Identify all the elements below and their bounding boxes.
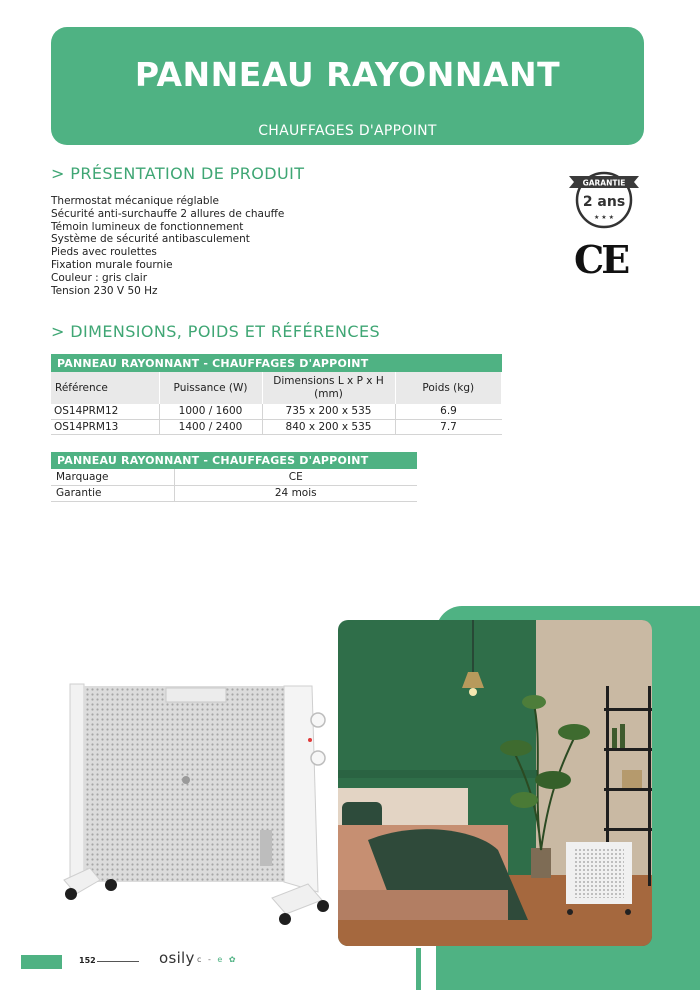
list-item: Thermostat mécanique réglable xyxy=(51,195,219,207)
wheel xyxy=(279,913,291,925)
list-item: Sécurité anti-surchauffe 2 allures de chauffe xyxy=(51,207,285,220)
thermostat-knob xyxy=(311,713,325,727)
wheel xyxy=(65,888,77,900)
badge-main-text: 2 ans xyxy=(582,194,626,210)
cell-reference: OS14PRM12 xyxy=(51,404,159,419)
brand-tail-letter: e xyxy=(217,955,225,964)
room-heater-grille xyxy=(574,848,624,898)
shelf-board xyxy=(604,708,652,711)
brand-logo-tail xyxy=(197,955,238,964)
header-banner xyxy=(51,27,644,145)
list-item: Système de sécurité antibasculement xyxy=(51,233,250,246)
footer-divider xyxy=(97,961,139,962)
brand-tail-letter: c xyxy=(197,955,204,964)
leaf-icon: ✿ xyxy=(228,955,238,964)
footer-accent-bar xyxy=(21,955,62,969)
decorative-green-line xyxy=(416,948,421,990)
heater-grille xyxy=(84,686,284,882)
cell-value: CE xyxy=(174,469,417,485)
heater-side-vent xyxy=(260,830,272,866)
feature-list xyxy=(51,195,284,297)
brand-logo: osily xyxy=(159,949,195,967)
spec-table-title: PANNEAU RAYONNANT - CHAUFFAGES D'APPOINT xyxy=(51,354,502,372)
table-header-row xyxy=(51,372,502,404)
wheel xyxy=(317,900,329,912)
table-row xyxy=(51,404,502,419)
cell-label: Marquage xyxy=(51,469,174,485)
cell-dimensions: 840 x 200 x 535 xyxy=(262,419,395,434)
list-item: Couleur : gris clair xyxy=(51,271,148,284)
column-header-power: Puissance (W) xyxy=(159,372,262,404)
presentation-heading: > PRÉSENTATION DE PRODUIT xyxy=(51,164,305,183)
plant-leaf xyxy=(535,771,571,789)
cell-power: 1000 / 1600 xyxy=(159,404,262,419)
table-row xyxy=(51,485,417,501)
info-table-title: PANNEAU RAYONNANT - CHAUFFAGES D'APPOINT xyxy=(51,452,417,469)
ce-mark: CE xyxy=(574,237,628,282)
cell-reference: OS14PRM13 xyxy=(51,419,159,434)
list-item: Tension 230 V 50 Hz xyxy=(51,284,158,297)
list-item: Fixation murale fournie xyxy=(51,258,173,271)
brand-tail-dash: - xyxy=(207,955,213,964)
bed-base xyxy=(338,890,508,920)
cell-dimensions: 735 x 200 x 535 xyxy=(262,404,395,419)
cell-weight: 7.7 xyxy=(395,419,502,434)
room-photo xyxy=(338,620,652,946)
shelf-board xyxy=(604,828,652,831)
plant-leaf xyxy=(558,724,590,740)
plant-leaf xyxy=(500,740,532,756)
heater-wheel xyxy=(567,909,573,915)
bottle xyxy=(612,728,617,748)
lamp-bulb xyxy=(469,688,477,696)
wheel xyxy=(105,879,117,891)
spec-table xyxy=(51,354,502,435)
cell-power: 1400 / 2400 xyxy=(159,419,262,434)
column-header-weight: Poids (kg) xyxy=(395,372,502,404)
column-header-reference: Référence xyxy=(51,372,159,404)
warranty-badge xyxy=(566,166,642,230)
table-row xyxy=(51,469,417,485)
table-row xyxy=(51,419,502,434)
books xyxy=(622,770,642,788)
table-banner-row xyxy=(51,452,417,469)
dimensions-heading: > DIMENSIONS, POIDS ET RÉFÉRENCES xyxy=(51,322,381,341)
list-item: Témoin lumineux de fonctionnement xyxy=(51,220,244,233)
column-header-dimensions: Dimensions L x P x H (mm) xyxy=(262,372,395,404)
heater-left-post xyxy=(70,684,84,888)
page-title: PANNEAU RAYONNANT xyxy=(134,55,561,94)
page-subtitle: CHAUFFAGES D'APPOINT xyxy=(258,123,437,139)
plant-leaf xyxy=(510,792,538,808)
cell-label: Garantie xyxy=(51,485,174,501)
heater-center-screw xyxy=(182,776,190,784)
list-item: Pieds avec roulettes xyxy=(51,246,157,259)
shelf-post xyxy=(648,686,651,886)
heater-wheel xyxy=(625,909,631,915)
badge-top-text: GARANTIE xyxy=(582,178,626,188)
plant-leaf xyxy=(522,695,546,709)
product-image xyxy=(60,672,335,932)
cell-weight: 6.9 xyxy=(395,404,502,419)
info-table xyxy=(51,452,417,502)
badge-stars: ★ ★ ★ xyxy=(594,214,614,221)
power-knob xyxy=(311,751,325,765)
heater-top-vent xyxy=(166,688,226,702)
wall-molding xyxy=(338,770,538,778)
cell-value: 24 mois xyxy=(174,485,417,501)
shelf-board xyxy=(604,748,652,751)
table-banner-row xyxy=(51,354,502,372)
plant-pot xyxy=(531,848,551,878)
indicator-light xyxy=(308,738,312,742)
bottle xyxy=(620,724,625,748)
shelf-board xyxy=(604,788,652,791)
page-number: 152 xyxy=(79,956,96,965)
